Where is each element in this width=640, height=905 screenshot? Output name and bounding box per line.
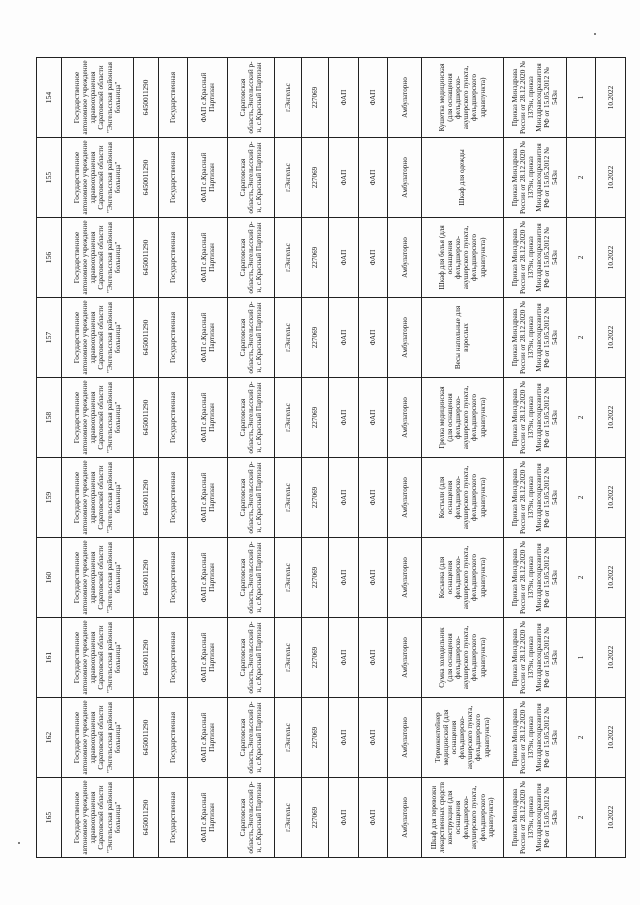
table-cell: Амбулаторно (388, 778, 422, 858)
table-cell: Амбулаторно (388, 378, 422, 458)
table-cell: Шкаф для перевозки лекарственных средств конструкции (для оснащения фельдшерско-акушерского пункта, фельдшерского здравпункта) (421, 778, 503, 858)
table-cell: 6450011290 (133, 698, 158, 778)
table-cell: ФАП (358, 538, 387, 618)
table-cell: Государственная (158, 218, 187, 298)
table-cell: Кушетка медицинская (для оснащения фельдшерско-акушерского пункта, фельдшерского здравпункта) (421, 58, 503, 138)
table-cell: Государственное автономное учреждение здравоохранения Саратовской области "Энгельсская районная больница" (62, 458, 134, 538)
table-cell: Амбулаторно (388, 138, 422, 218)
table-cell: ФАП (358, 378, 387, 458)
table-cell: 227069 (301, 218, 328, 298)
table-cell: Государственная (158, 618, 187, 698)
table-cell: 227069 (301, 138, 328, 218)
table-cell: 10.2022 (596, 58, 626, 138)
table-cell: 227069 (301, 378, 328, 458)
table-cell: г.Энгельс (274, 298, 301, 378)
table-cell: ФАП (358, 138, 387, 218)
scan-speck (594, 33, 596, 35)
table-cell: ФАП (329, 378, 358, 458)
row-type-2 (358, 58, 387, 858)
row-address (228, 58, 274, 858)
row-okpo (133, 58, 158, 858)
table-cell: ФАП (358, 618, 387, 698)
table-cell: Приказ Минздрава России от 28.12.2020 № 1379н, приказ Минздравсоцразвития РФ от 15.05.2012 № 543н (503, 698, 566, 778)
table-cell: Саратовская область,Энгельсский р-н, с.Красный Партизан (228, 698, 274, 778)
table-cell: г.Энгельс (274, 138, 301, 218)
table-cell: 10.2022 (596, 538, 626, 618)
table-cell: ФАП (358, 298, 387, 378)
row-type (329, 58, 358, 858)
table-cell: Государственное автономное учреждение здравоохранения Саратовской области "Энгельсская районная больница" (62, 218, 134, 298)
table-cell: ФАП с.Красный Партизан (188, 138, 228, 218)
table-cell: ФАП (329, 58, 358, 138)
table-cell: Государственная (158, 778, 187, 858)
table-cell: 2 (566, 538, 595, 618)
table-cell: Приказ Минздрава России от 28.12.2020 № 1379н, приказ Минздравсоцразвития РФ от 15.05.2012 № 543н (503, 538, 566, 618)
table-cell: Амбулаторно (388, 298, 422, 378)
row-care-form (388, 58, 422, 858)
table-cell: Сумка холодильник (для оснащения фельдшерско-акушерского пункта, фельдшерского здравпункта) (421, 618, 503, 698)
table-cell: 227069 (301, 538, 328, 618)
table-cell: Государственная (158, 378, 187, 458)
table-cell: ФАП (329, 138, 358, 218)
table-cell: ФАП с.Красный Партизан (188, 378, 228, 458)
table-cell: 10.2022 (596, 698, 626, 778)
table-cell: Государственное автономное учреждение здравоохранения Саратовской области "Энгельсская районная больница" (62, 58, 134, 138)
table-cell: Приказ Минздрава России от 28.12.2020 № 1379н, приказ Минздравсоцразвития РФ от 15.05.2012 № 543н (503, 378, 566, 458)
table-cell: 2 (566, 298, 595, 378)
table-cell: Костыли (для оснащения фельдшерско-акушерского пункта, фельдшерского здравпункта) (421, 458, 503, 538)
table-cell: Амбулаторно (388, 618, 422, 698)
row-date (596, 58, 626, 858)
row-organization (62, 58, 134, 858)
table-cell: Государственное автономное учреждение здравоохранения Саратовской области "Энгельсская районная больница" (62, 298, 134, 378)
table-cell: ФАП (358, 778, 387, 858)
table-cell: ФАП (358, 458, 387, 538)
table-cell: ФАП с.Красный Партизан (188, 778, 228, 858)
table-cell: 6450011290 (133, 218, 158, 298)
table-cell: Саратовская область,Энгельсский р-н, с.Красный Партизан (228, 538, 274, 618)
row-facility-name (188, 58, 228, 858)
table-cell: г.Энгельс (274, 538, 301, 618)
table-cell: 227069 (301, 778, 328, 858)
table-cell: ФАП с.Красный Партизан (188, 538, 228, 618)
table-cell: ФАП с.Красный Партизан (188, 458, 228, 538)
table-cell: 157 (37, 298, 62, 378)
table-cell: Шкаф для одежды (421, 138, 503, 218)
scan-speck (18, 842, 20, 844)
table-cell: ФАП с.Красный Партизан (188, 618, 228, 698)
table-cell: ФАП (358, 218, 387, 298)
table-cell: 2 (566, 138, 595, 218)
table-cell: 2 (566, 378, 595, 458)
table-cell: 227069 (301, 618, 328, 698)
table-cell: Государственное автономное учреждение здравоохранения Саратовской области "Энгельсская районная больница" (62, 778, 134, 858)
table-cell: 2 (566, 218, 595, 298)
table-cell: Весы напольные для взрослых (421, 298, 503, 378)
table-cell: 154 (37, 58, 62, 138)
table-cell: Саратовская область,Энгельсский р-н, с.Красный Партизан (228, 618, 274, 698)
table-cell: ФАП с.Красный Партизан (188, 58, 228, 138)
table-cell: 6450011290 (133, 378, 158, 458)
table-cell: Термоконтейнер медицинский (для оснащения фельдшерско-акушерского пункта, фельдшерского здравпункта) (421, 698, 503, 778)
table-cell: 6450011290 (133, 538, 158, 618)
table-cell: ФАП (358, 58, 387, 138)
table-cell: Государственная (158, 458, 187, 538)
row-quantity (566, 58, 595, 858)
row-equipment (421, 58, 503, 858)
table-cell: 2 (566, 458, 595, 538)
table-cell: ФАП (358, 698, 387, 778)
table-cell: Приказ Минздрава России от 28.12.2020 № 1379н, приказ Минздравсоцразвития РФ от 15.05.2012 № 543н (503, 458, 566, 538)
table-cell: ФАП с.Красный Партизан (188, 298, 228, 378)
table-cell: 159 (37, 458, 62, 538)
table-cell: г.Энгельс (274, 458, 301, 538)
equipment-table (36, 57, 626, 858)
table-cell: 6450011290 (133, 618, 158, 698)
table-cell: 10.2022 (596, 778, 626, 858)
table-cell: 158 (37, 378, 62, 458)
table-cell: 2 (566, 778, 595, 858)
table-cell: Государственная (158, 538, 187, 618)
table-cell: Грелка медицинская (для оснащения фельдшерско-акушерского пункта, фельдшерского здравпункта) (421, 378, 503, 458)
table-cell: ФАП (329, 298, 358, 378)
table-cell: 165 (37, 778, 62, 858)
table-cell: Приказ Минздрава России от 28.12.2020 № 1379н, приказ Минздравсоцразвития РФ от 15.05.2012 № 543н (503, 298, 566, 378)
table-cell: ФАП с.Красный Партизан (188, 218, 228, 298)
table-cell: Государственное автономное учреждение здравоохранения Саратовской области "Энгельсская районная больница" (62, 538, 134, 618)
rotated-table-wrapper (36, 58, 626, 858)
table-cell: 10.2022 (596, 298, 626, 378)
table-cell: 10.2022 (596, 218, 626, 298)
table-cell: Косынка (для оснащения фельдшерско-акушерского пункта, фельдшерского здравпункта) (421, 538, 503, 618)
table-cell: Приказ Минздрава России от 28.12.2020 № 1379н, приказ Минздравсоцразвития РФ от 15.05.2012 № 543н (503, 218, 566, 298)
table-cell: 160 (37, 538, 62, 618)
table-cell: Государственная (158, 698, 187, 778)
table-cell: 10.2022 (596, 618, 626, 698)
table-cell: Приказ Минздрава России от 28.12.2020 № 1379н, приказ Минздравсоцразвития РФ от 15.05.2012 № 543н (503, 618, 566, 698)
table-cell: Саратовская область,Энгельсский р-н, с.Красный Партизан (228, 298, 274, 378)
table-cell: Амбулаторно (388, 218, 422, 298)
table-cell: 227069 (301, 298, 328, 378)
table-cell: 10.2022 (596, 378, 626, 458)
table-cell: 227069 (301, 698, 328, 778)
table-cell: г.Энгельс (274, 58, 301, 138)
table-cell: Государственная (158, 58, 187, 138)
table-cell: 10.2022 (596, 138, 626, 218)
table-cell: ФАП (329, 538, 358, 618)
table-cell: г.Энгельс (274, 698, 301, 778)
table-cell: 6450011290 (133, 778, 158, 858)
table-cell: Государственное автономное учреждение здравоохранения Саратовской области "Энгельсская районная больница" (62, 138, 134, 218)
table-cell: Приказ Минздрава России от 28.12.2020 № 1379н, приказ Минздравсоцразвития РФ от 15.05.2012 № 543н (503, 58, 566, 138)
table-cell: г.Энгельс (274, 378, 301, 458)
table-cell: г.Энгельс (274, 218, 301, 298)
table-cell: 161 (37, 618, 62, 698)
table-cell: 1 (566, 58, 595, 138)
table-cell: 156 (37, 218, 62, 298)
table-cell: 1 (566, 618, 595, 698)
table-cell: г.Энгельс (274, 778, 301, 858)
table-cell: 155 (37, 138, 62, 218)
table-cell: 6450011290 (133, 138, 158, 218)
row-city (274, 58, 301, 858)
table-cell: Саратовская область,Энгельсский р-н, с.Красный Партизан (228, 218, 274, 298)
table-cell: Приказ Минздрава России от 28.12.2020 № 1379н, приказ Минздравсоцразвития РФ от 15.05.2012 № 543н (503, 138, 566, 218)
row-ownership (158, 58, 187, 858)
row-document (503, 58, 566, 858)
table-cell: ФАП (329, 618, 358, 698)
table-cell: 6450011290 (133, 458, 158, 538)
row-number (37, 58, 62, 858)
table-cell: Государственная (158, 298, 187, 378)
table-cell: Амбулаторно (388, 698, 422, 778)
table-cell: Государственное автономное учреждение здравоохранения Саратовской области "Энгельсская районная больница" (62, 378, 134, 458)
table-cell: 162 (37, 698, 62, 778)
table-cell: Саратовская область,Энгельсский р-н, с.Красный Партизан (228, 138, 274, 218)
table-cell: 6450011290 (133, 298, 158, 378)
table-cell: 227069 (301, 58, 328, 138)
table-cell: Амбулаторно (388, 538, 422, 618)
table-cell: Приказ Минздрава России от 28.12.2020 № 1379н, приказ Минздравсоцразвития РФ от 15.05.2012 № 543н (503, 778, 566, 858)
table-cell: Амбулаторно (388, 458, 422, 538)
table-cell: Государственное автономное учреждение здравоохранения Саратовской области "Энгельсская районная больница" (62, 698, 134, 778)
table-cell: Шкаф для белья (для оснащения фельдшерско-акушерского пункта, фельдшерского здравпункта) (421, 218, 503, 298)
table-cell: ФАП (329, 778, 358, 858)
table-cell: ФАП (329, 218, 358, 298)
row-index (301, 58, 328, 858)
table-cell: г.Энгельс (274, 618, 301, 698)
table-cell: Государственное автономное учреждение здравоохранения Саратовской области "Энгельсская районная больница" (62, 618, 134, 698)
table-cell: 10.2022 (596, 458, 626, 538)
table-cell: Амбулаторно (388, 58, 422, 138)
table-cell: 227069 (301, 458, 328, 538)
table-cell: Саратовская область,Энгельсский р-н, с.Красный Партизан (228, 58, 274, 138)
table-cell: ФАП (329, 458, 358, 538)
table-cell: Саратовская область,Энгельсский р-н, с.Красный Партизан (228, 378, 274, 458)
table-cell: ФАП с.Красный Партизан (188, 698, 228, 778)
table-cell: 2 (566, 698, 595, 778)
table-cell: ФАП (329, 698, 358, 778)
table-cell: Саратовская область,Энгельсский р-н, с.Красный Партизан (228, 458, 274, 538)
table-cell: 6450011290 (133, 58, 158, 138)
table-cell: Саратовская область,Энгельсский р-н, с.Красный Партизан (228, 778, 274, 858)
table-cell: Государственная (158, 138, 187, 218)
